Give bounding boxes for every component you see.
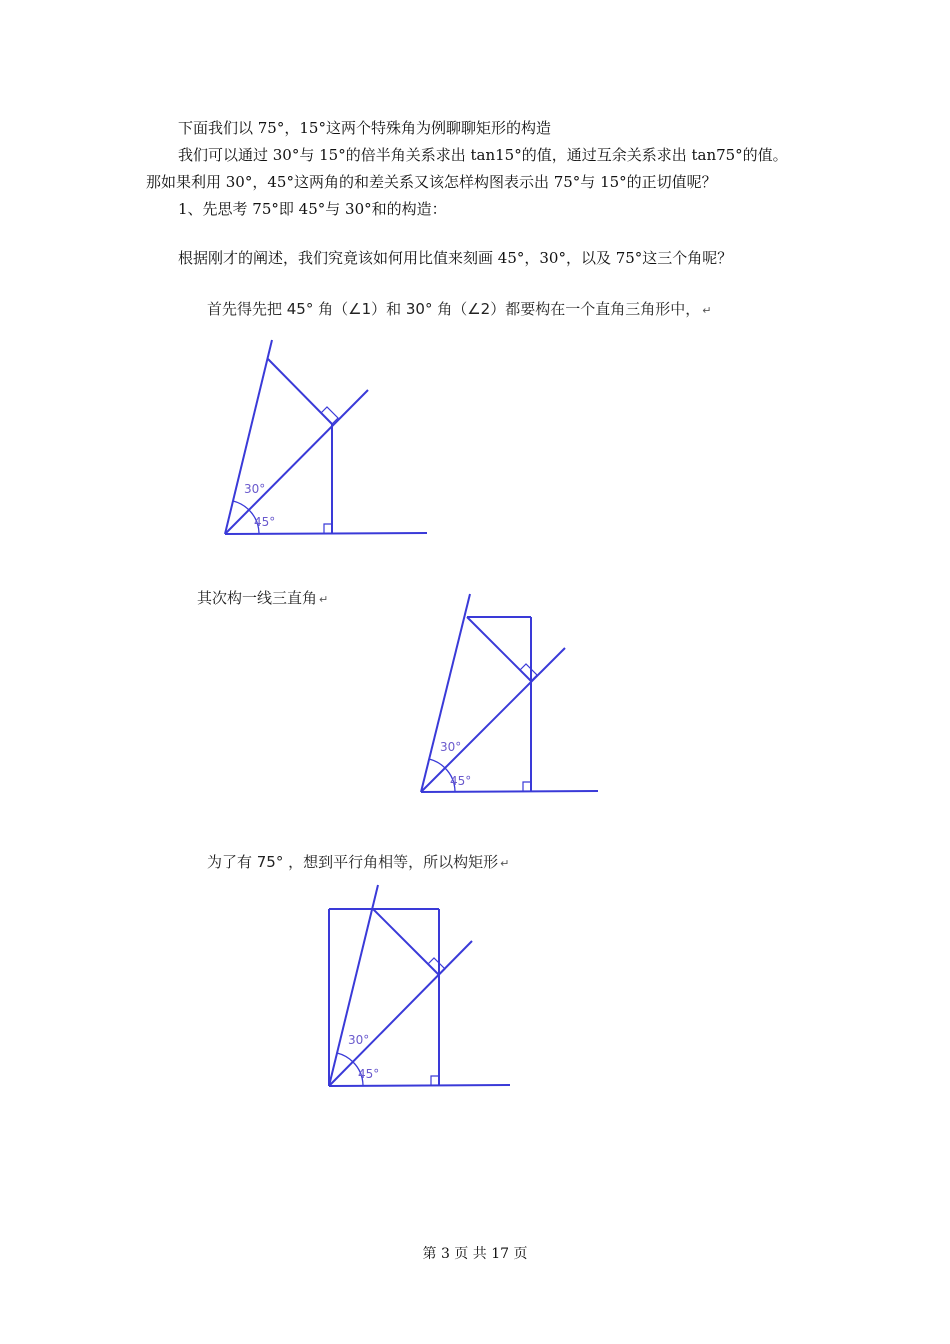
figure-2-caption-text: 其次构一线三直角	[197, 589, 318, 607]
return-mark: ↵	[702, 304, 712, 317]
figure-2-diagram	[421, 594, 598, 792]
return-mark: ↵	[500, 857, 510, 870]
paragraph-tan-values: 我们可以通过 30°与 15°的倍半角关系求出 tan15°的值，通过互余关系求出 tan75°的值。	[178, 146, 788, 164]
figure-1-caption-text: 首先得先把 45° 角（∠1）和 30° 角（∠2）都要构在一个直角三角形中，	[207, 300, 701, 318]
figure-3-diagram	[329, 885, 510, 1086]
paragraph-intro: 下面我们以 75°，15°这两个特殊角为例聊聊矩形的构造	[178, 119, 551, 137]
figure-2-angle-30-label: 30°	[440, 740, 462, 754]
figure-1-diagram	[225, 340, 427, 534]
figure-3-angle-30-label: 30°	[348, 1033, 370, 1047]
paragraph-step-1: 1、先思考 75°即 45°与 30°和的构造：	[178, 200, 447, 218]
figure-1-angle-45-label: 45°	[254, 515, 276, 529]
figure-2-angle-45-label: 45°	[450, 774, 472, 788]
figure-1-angle-30-label: 30°	[244, 482, 266, 496]
return-mark: ↵	[319, 593, 329, 606]
paragraph-ratio-question: 根据刚才的阐述，我们究竟该如何用比值来刻画 45°，30°，以及 75°这三个角呢？	[178, 249, 733, 267]
figure-3-angle-45-label: 45°	[358, 1067, 380, 1081]
page-footer: 第 3 页 共 17 页	[422, 1246, 528, 1262]
paragraph-question: 那如果利用 30°，45°这两角的和差关系又该怎样构图表示出 75°与 15°的正切值呢？	[146, 173, 717, 191]
figure-3-caption-text: 为了有 75° ，想到平行角相等，所以构矩形	[207, 853, 499, 871]
